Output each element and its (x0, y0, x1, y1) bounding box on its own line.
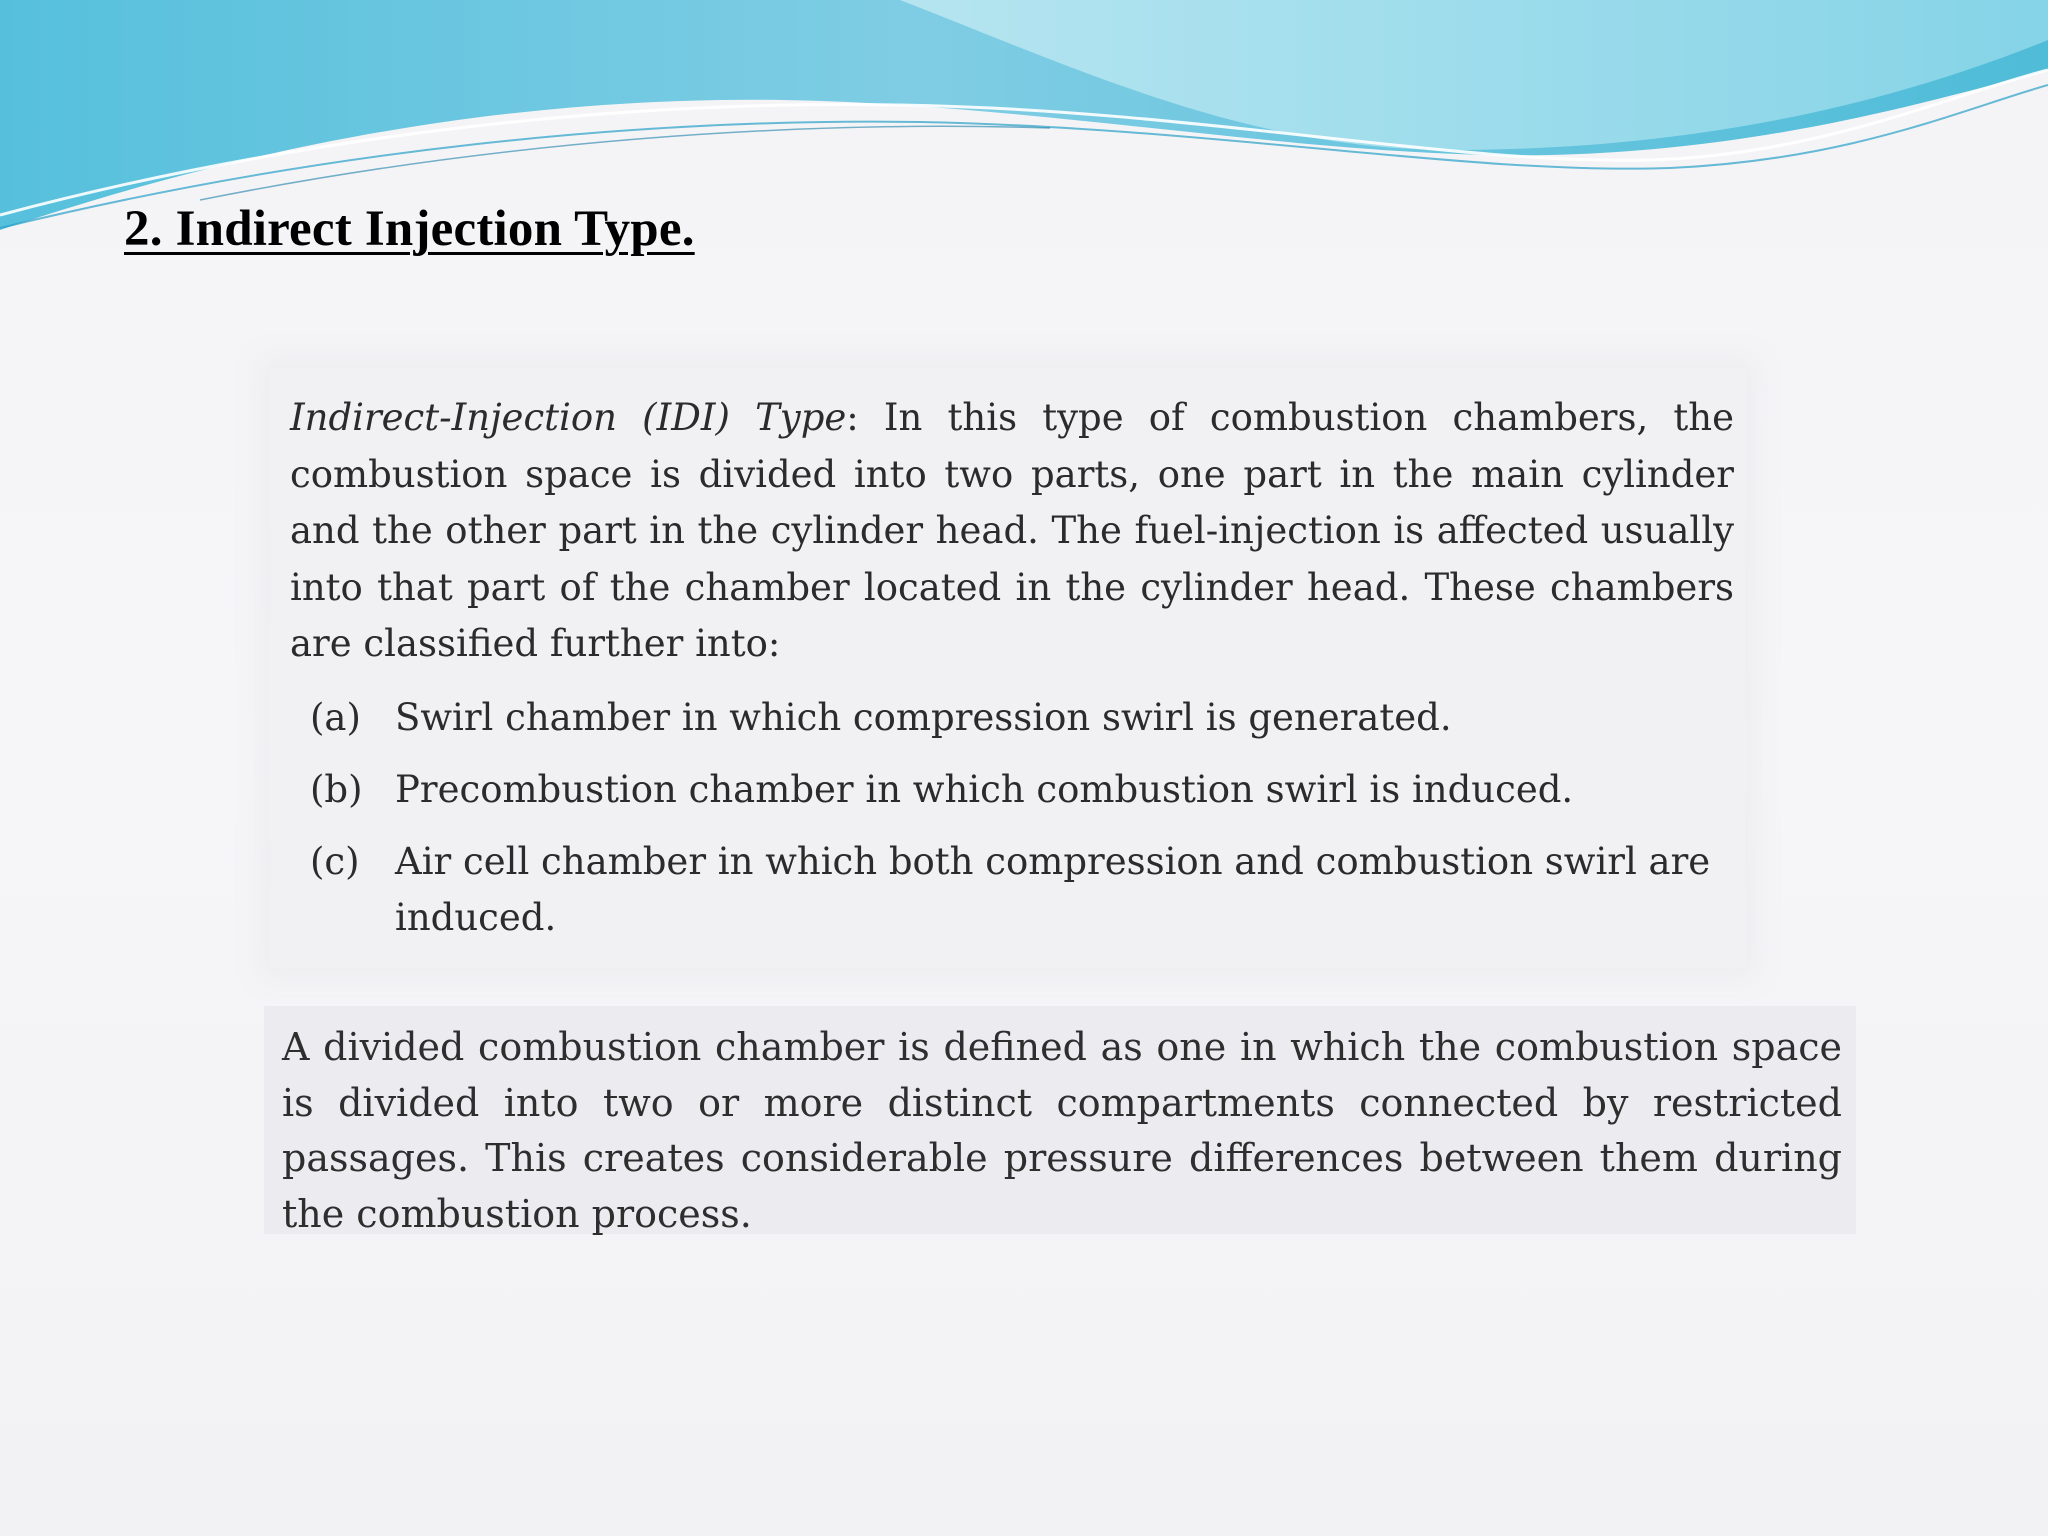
list-item-text: Precombustion chamber in which combustion swirl is induced. (395, 768, 1574, 811)
slide-title: 2. Indirect Injection Type. (124, 201, 695, 257)
textbook-excerpt-idi (270, 368, 1746, 968)
list-item-marker: (c) (310, 840, 360, 883)
list-item-text: Air cell chamber in which both compression and combustion swirl are induced. (395, 840, 1711, 939)
idi-term: Indirect-Injection (IDI) Type (290, 396, 847, 439)
list-item-marker: (b) (310, 768, 363, 811)
list-item-marker: (a) (310, 696, 361, 739)
divided-chamber-paragraph: A divided combustion chamber is defined as one in which the combustion space is divided into two or more distinct compartments connected by restricted passages. This creates considerable pressure differences between them during the combustion process. (282, 1025, 1842, 1236)
list-item (270, 690, 1740, 746)
textbook-excerpt-divided-chamber (264, 1006, 1856, 1234)
idi-definition-text: : In this type of combustion chambers, the combustion space is divided into two parts, one part in the main cylinder and the other part in the cylinder head. The fuel-injection is affected usually into that part of the chamber located in the cylinder head. These chambers are classified further into: (290, 396, 1734, 665)
idi-definition-paragraph (290, 390, 1734, 673)
chamber-type-list (270, 690, 1740, 962)
list-item (270, 834, 1740, 946)
list-item-text: Swirl chamber in which compression swirl is generated. (395, 696, 1452, 739)
list-item (270, 762, 1740, 818)
